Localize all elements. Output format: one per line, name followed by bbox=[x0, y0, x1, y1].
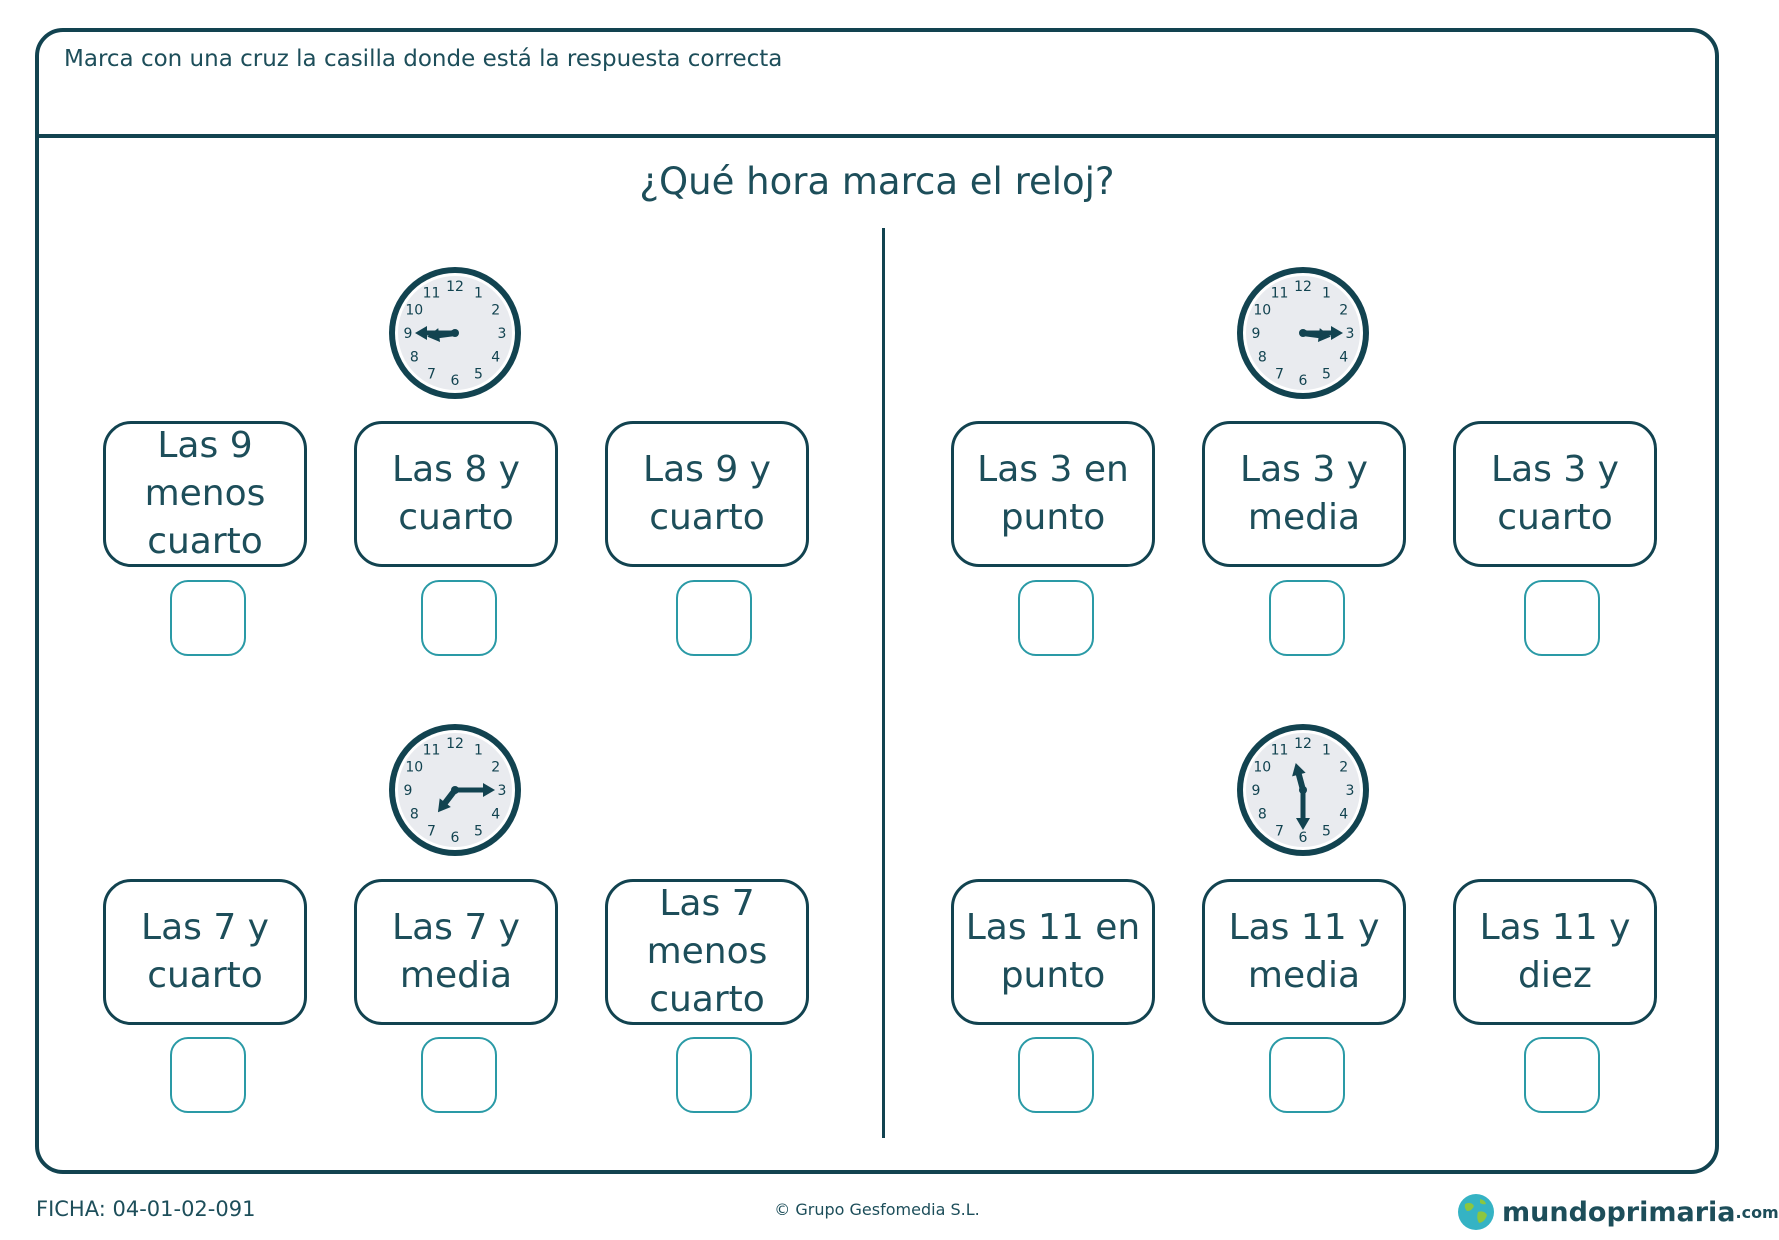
clock-number: 7 bbox=[427, 823, 436, 840]
answer-option: Las 7 menos cuarto bbox=[605, 879, 809, 1025]
clock-number: 2 bbox=[491, 759, 501, 776]
answer-checkbox[interactable] bbox=[676, 580, 752, 656]
answer-checkbox[interactable] bbox=[170, 1037, 246, 1113]
clock-number: 4 bbox=[491, 806, 501, 823]
clock-number: 1 bbox=[1322, 285, 1331, 302]
clock-number: 6 bbox=[450, 830, 460, 846]
ficha-code: FICHA: 04-01-02-091 bbox=[36, 1197, 256, 1221]
clock-number: 5 bbox=[1322, 366, 1331, 383]
answer-option: Las 11 y media bbox=[1202, 879, 1406, 1025]
answer-option: Las 9 menos cuarto bbox=[103, 421, 307, 567]
copyright-text: © Grupo Gesfomedia S.L. bbox=[774, 1200, 980, 1219]
answer-checkbox[interactable] bbox=[676, 1037, 752, 1113]
clock-number: 8 bbox=[1257, 349, 1267, 366]
clock-number: 4 bbox=[491, 349, 501, 366]
clock-number: 12 bbox=[1294, 279, 1312, 295]
answer-checkbox[interactable] bbox=[421, 580, 497, 656]
clock-face-1 bbox=[385, 263, 525, 403]
clock-number: 11 bbox=[1270, 285, 1289, 302]
clock-number: 2 bbox=[1339, 302, 1349, 319]
clock-number: 2 bbox=[491, 302, 501, 319]
clock-number: 8 bbox=[1257, 806, 1267, 823]
answer-checkbox[interactable] bbox=[1018, 580, 1094, 656]
answer-checkbox[interactable] bbox=[1524, 580, 1600, 656]
clock-number: 10 bbox=[1253, 302, 1272, 319]
clock-number: 11 bbox=[422, 742, 441, 759]
clock-number: 9 bbox=[403, 326, 413, 342]
clock-face-3 bbox=[385, 720, 525, 860]
clock-number: 10 bbox=[405, 759, 424, 776]
answer-checkbox[interactable] bbox=[421, 1037, 497, 1113]
clock-number: 6 bbox=[450, 373, 460, 389]
clock-number: 10 bbox=[1253, 759, 1272, 776]
clock-number: 5 bbox=[474, 823, 483, 840]
clock-number: 8 bbox=[409, 349, 419, 366]
clock-number: 12 bbox=[1294, 736, 1312, 752]
answer-option: Las 3 y media bbox=[1202, 421, 1406, 567]
column-divider bbox=[882, 228, 885, 1138]
clock-number: 4 bbox=[1339, 806, 1349, 823]
answer-option: Las 8 y cuarto bbox=[354, 421, 558, 567]
clock-number: 6 bbox=[1298, 373, 1308, 389]
clock-number: 11 bbox=[422, 285, 441, 302]
clock-number: 9 bbox=[403, 783, 413, 799]
answer-option: Las 7 y media bbox=[354, 879, 558, 1025]
answer-option: Las 11 en punto bbox=[951, 879, 1155, 1025]
clock-number: 5 bbox=[1322, 823, 1331, 840]
answer-checkbox[interactable] bbox=[1524, 1037, 1600, 1113]
clock-number: 1 bbox=[474, 742, 483, 759]
clock-number: 3 bbox=[1345, 783, 1355, 799]
header-divider bbox=[35, 134, 1719, 138]
clock-number: 1 bbox=[1322, 742, 1331, 759]
clock-number: 5 bbox=[474, 366, 483, 383]
answer-option: Las 7 y cuarto bbox=[103, 879, 307, 1025]
clock-number: 1 bbox=[474, 285, 483, 302]
answer-checkbox[interactable] bbox=[1269, 1037, 1345, 1113]
clock-number: 3 bbox=[1345, 326, 1355, 342]
logo-name: mundoprimaria bbox=[1502, 1196, 1736, 1228]
question-title: ¿Qué hora marca el reloj? bbox=[639, 160, 1115, 203]
clock-number: 3 bbox=[497, 326, 507, 342]
clock-number: 7 bbox=[1275, 366, 1284, 383]
mundoprimaria-logo bbox=[1456, 1190, 1779, 1234]
clock-number: 4 bbox=[1339, 349, 1349, 366]
answer-checkbox[interactable] bbox=[1269, 580, 1345, 656]
clock-number: 11 bbox=[1270, 742, 1289, 759]
clock-number: 6 bbox=[1298, 830, 1308, 846]
clock-number: 2 bbox=[1339, 759, 1349, 776]
clock-number: 12 bbox=[446, 736, 464, 752]
answer-option: Las 11 y diez bbox=[1453, 879, 1657, 1025]
instruction-text: Marca con una cruz la casilla donde está la respuesta correcta bbox=[64, 46, 783, 72]
clock-number: 7 bbox=[427, 366, 436, 383]
clock-number: 9 bbox=[1251, 326, 1261, 342]
clock-number: 3 bbox=[497, 783, 507, 799]
clock-number: 12 bbox=[446, 279, 464, 295]
answer-option: Las 3 en punto bbox=[951, 421, 1155, 567]
clock-face-2 bbox=[1233, 263, 1373, 403]
answer-option: Las 9 y cuarto bbox=[605, 421, 809, 567]
globe-icon bbox=[1456, 1192, 1496, 1232]
clock-number: 10 bbox=[405, 302, 424, 319]
answer-option: Las 3 y cuarto bbox=[1453, 421, 1657, 567]
answer-checkbox[interactable] bbox=[170, 580, 246, 656]
answer-checkbox[interactable] bbox=[1018, 1037, 1094, 1113]
clock-face-4 bbox=[1233, 720, 1373, 860]
logo-domain: .com bbox=[1735, 1202, 1779, 1222]
clock-number: 7 bbox=[1275, 823, 1284, 840]
clock-number: 8 bbox=[409, 806, 419, 823]
clock-number: 9 bbox=[1251, 783, 1261, 799]
